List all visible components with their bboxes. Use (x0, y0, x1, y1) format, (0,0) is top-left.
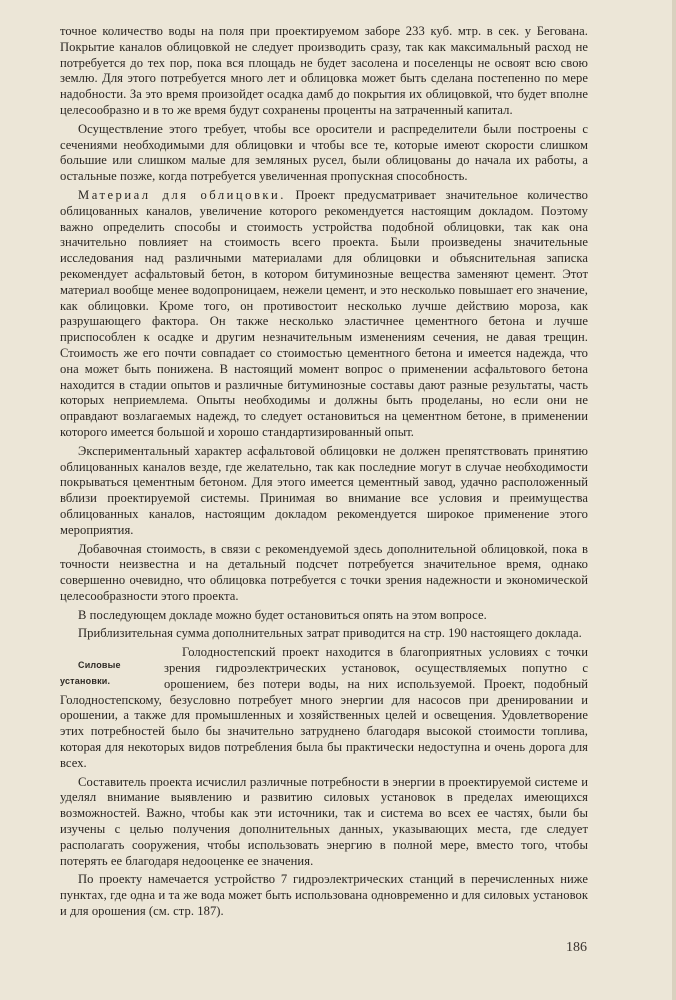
page-edge (672, 0, 676, 1000)
paragraph-5: Добавочная стоимость, в связи с рекомендуемой здесь дополнительной облицовкой, пока в точности неизвестна и на детальный подсчет потребуется значительное время, однако совершенно очевидно, что облицовка потребуется с точки зрения надежности и экономической целесообразности этого проекта. (60, 541, 588, 603)
paragraph-2: Осуществление этого требует, чтобы все оросители и распределители были построены с сечениями необходимыми для облицовки и чтобы все те, которые имеют скорости слишком большие или слишком малые для земляных русел, были облицованы до начала их работы, а остальные позже, когда потребуется увеличенная пропускная способность. (60, 121, 588, 184)
paragraph-1: точное количество воды на поля при проектируемом заборе 233 куб. мтр. в сек. у Бегована. Покрытие каналов облицовкой не следует производить сразу, так как максимальный расход не потребуется до тех пор, пока вся площадь не будет засолена и поселенцы не освоят всю свою землю. Для этого потребуется много лет и облицовка может быть сделана постепенно по мере надобности. За это время произойдет осадка дамб до покрытия их облицовкой, что будет вполне целесообразно и в то же время будут сохранены проценты на затраченный капитал. (60, 24, 588, 117)
paragraph-6: В последующем докладе можно будет остановиться опять на этом вопросе. (78, 607, 487, 622)
section-heading-lining-material: Материал для облицовки. (78, 187, 286, 202)
paragraph-7: Приблизительная сумма дополнительных затрат приводится на стр. 190 настоящего доклада. (78, 626, 582, 641)
paragraph-3 (60, 188, 588, 441)
paragraph-10: По проекту намечается устройство 7 гидроэлектрических станций в перечисленных ниже пунктах, где одна и та же вода может быть использована одновременно и для силовых установок и для орошения (см. стр. 187). (60, 872, 588, 919)
paragraph-3-body: Проект предусматривает значительное количество облицованных каналов, увеличение которого рекомендуется настоящим докладом. Поэтому важно определить способы и стоимость устройства подобной облицовки, так как она значительно повлияет на стоимость всего проекта. Были произведены значительные исследования над различными материалами для облицовки и объяснительная записка рекомендует асфальтовый бетон, в котором битуминозные вещества заменяют цемент. Этот материал вообще менее водопроницаем, нежели цемент, и это несколько повышает его значение, как облицовки. Кроме того, он противостоит несколько лучше действию мороза, как разрушающего фактора. Он также несколько эластичнее цементного бетона и лучше приспособлен к осадке и другим незначительным изменениям сечения, не давая трещин. Стоимость же его почти совпадает со стоимостью цементного бетона и имеется надежда, что она может быть понижена. В настоящий момент вопрос о применении асфальтового бетона находится в стадии опытов и различные битуминозные составы дают разные результаты, часть которых неприемлема. Опыты необходимы и должны быть проделаны, но если они не оправдают возлагаемых надежд, то следует остановиться на цементном бетоне, в применении которого имеется большой и хорошо стандартизированный опыт. (60, 187, 589, 439)
paragraph-9: Составитель проекта исчислил различные потребности в энергии в проектируемой системе и уделял внимание выявлению и развитию силовых установок в пределах имеющихся возможностей. Важно, чтобы как эти источники, так и система во всех ее частях, были бы изучены с целью получения дополнительных данных, указывающих места, где следует располагать сооружения, чтобы использовать энергию в полной мере, вместо того, чтобы потерять ее благодаря недооценке ее значения. (60, 774, 588, 868)
side-heading-power-plants: Силовые установки. (60, 660, 121, 687)
paragraph-8 (60, 645, 588, 771)
page-number: 186 (566, 940, 587, 955)
paragraph-4: Экспериментальный характер асфальтовой облицовки не должен препятствовать принятию облицованных каналов везде, где желательно, так как последние могут в случае необходимости покрываться цементным бетоном. Для этого имеется цементный завод, удачно расположенный вблизи проектируемой системы. Принимая во внимание все условия и преимущества облицованных каналов, настоящим докладом рекомендуется широкое применение этого мероприятия. (60, 443, 588, 537)
paragraph-8-body: Голодностепский проект находится в благоприятных условиях с точки зрения гидроэлектрических установок, осуществляемых попутно с орошением, без потери воды, на них используемой. Проект, подобный Голодностепскому, безусловно потребует много энергии для насосов при дренировании и орошении, а также для промышленных и хозяйственных целей и освещения. Удовлетворение этих потребностей было бы значительно затруднено благодаря высокой стоимости топлива, которая для некоторых видов потребления была бы практически недоступна и очень дорога для всех. (60, 645, 588, 770)
